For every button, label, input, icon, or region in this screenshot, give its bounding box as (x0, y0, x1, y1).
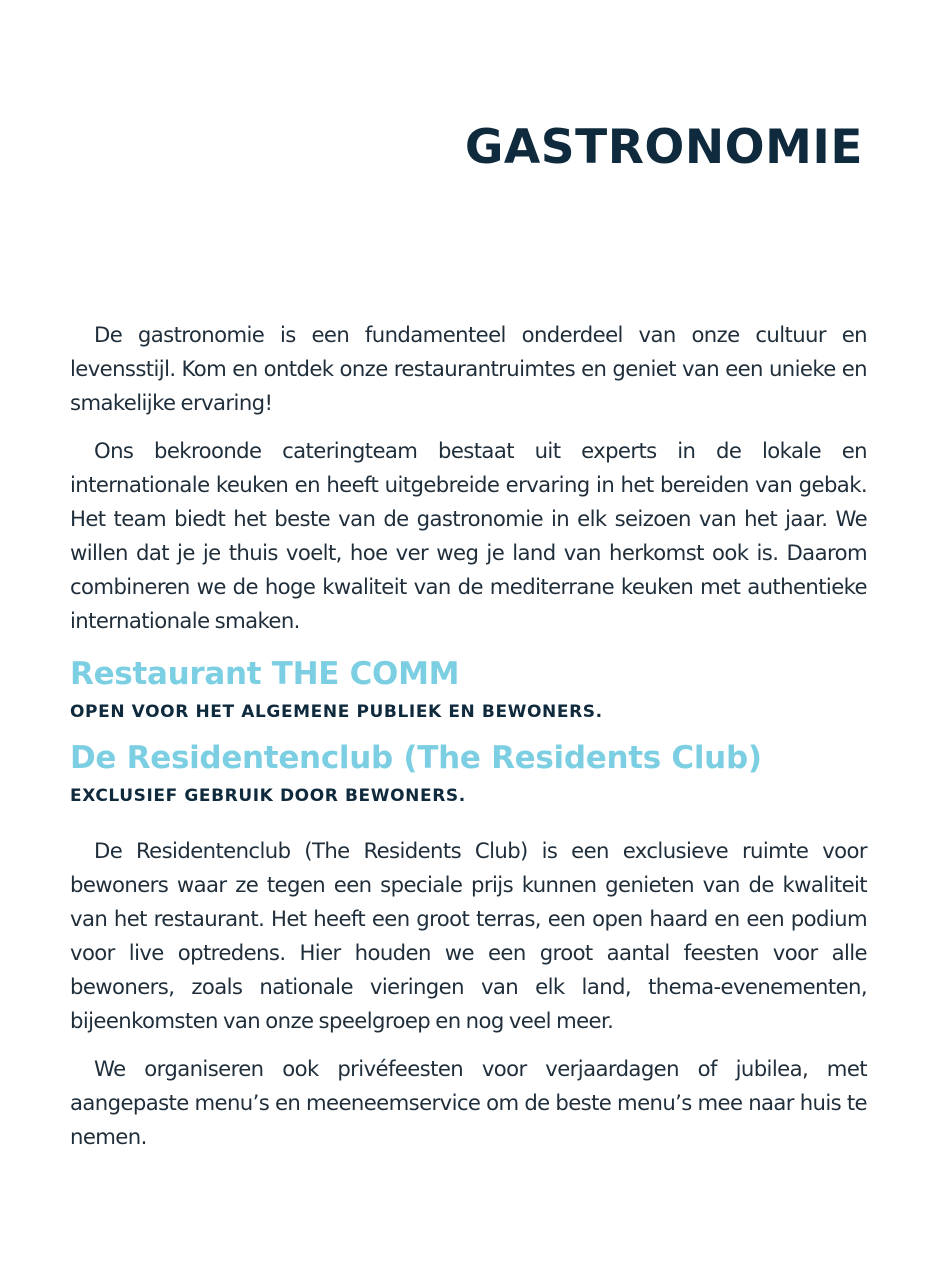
section-heading-residents-club: De Residentenclub (The Residents Club) (70, 740, 762, 776)
intro-paragraph-1: De gastronomie is een fundamenteel onderdeel van onze cultuur en levensstijl. Kom en ontdek onze restaurantruimtes en geniet van een unieke en smakelijke ervaring! (70, 322, 867, 415)
intro-paragraph-2: Ons bekroonde cateringteam bestaat uit experts in de lokale en internationale keuken en heeft uitgebreide ervaring in het bereiden van gebak. Het team biedt het beste van de gastronomie in elk seizoen van het jaar. We willen dat je je thuis voelt, hoe ver weg je land van herkomst ook is. Daarom combineren we de hoge kwaliteit van de mediterrane keuken met authentieke internationale smaken. (70, 438, 867, 633)
page-content (70, 318, 867, 1168)
page-title: GASTRONOMIE (464, 120, 863, 175)
residents-club-paragraph-1: De Residentenclub (The Residents Club) is een exclusieve ruimte voor bewoners waar ze tegen een speciale prijs kunnen genieten van de kwaliteit van het restaurant. Het heeft een groot terras, een open haard en een podium voor live optredens. Hier houden we een groot aantal feesten voor alle bewoners, zoals nationale vieringen van elk land, thema-evenementen, bijeenkomsten van onze speelgroep en nog veel meer. (70, 838, 867, 1033)
section-tagline-residents-club: EXCLUSIEF GEBRUIK DOOR BEWONERS. (70, 786, 466, 806)
section-spacer (70, 808, 867, 834)
section-tagline-restaurant: OPEN VOOR HET ALGEMENE PUBLIEK EN BEWONERS. (70, 702, 603, 722)
residents-club-paragraph-2: We organiseren ook privéfeesten voor verjaardagen of jubilea, met aangepaste menu’s en meeneemservice om de beste menu’s mee naar huis te nemen. (70, 1056, 867, 1149)
section-heading-restaurant: Restaurant THE COMM (70, 656, 460, 692)
